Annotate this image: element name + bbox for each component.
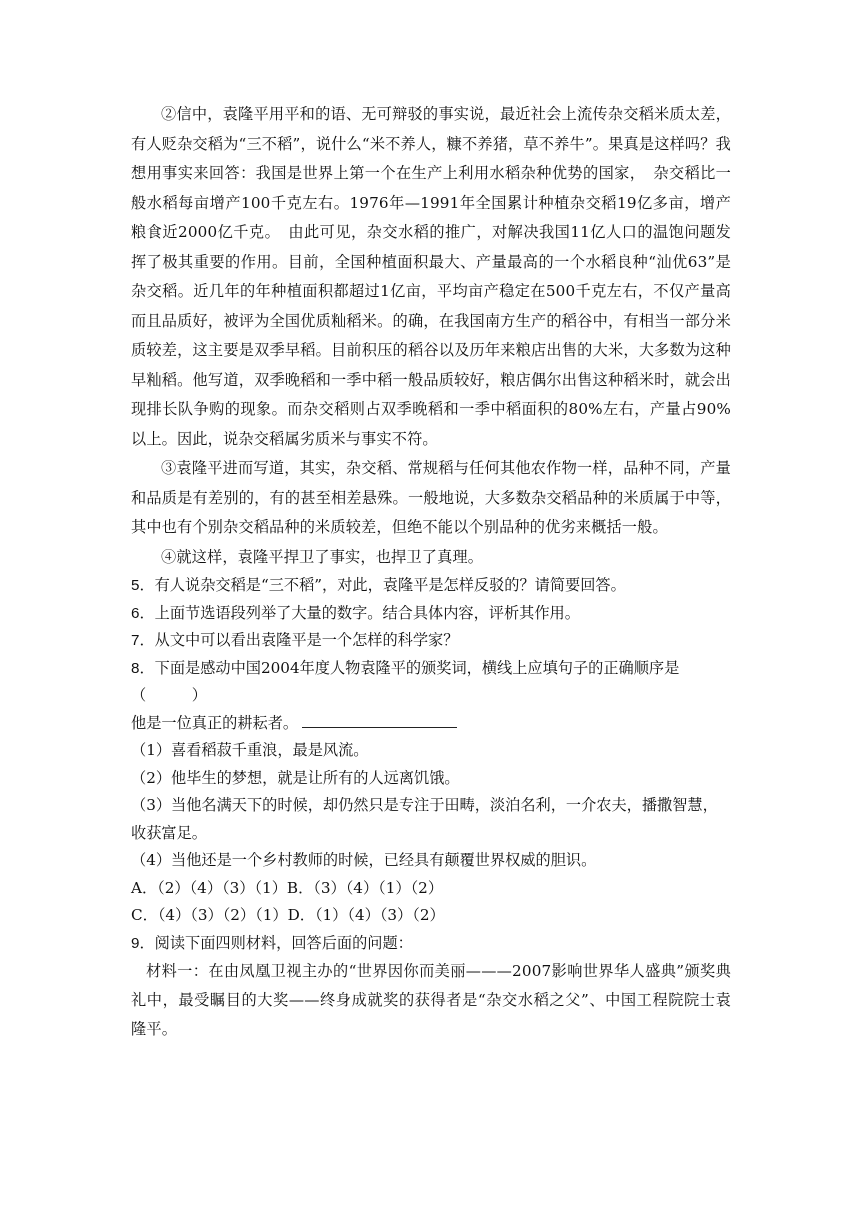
fill-blank-line: [302, 711, 457, 728]
question-6: 6．上面节选语段列举了大量的数字。结合具体内容，评析其作用。: [131, 603, 580, 622]
question-9: 9．阅读下面四则材料，回答后面的问题：: [131, 933, 413, 952]
document-page: [131, 100, 731, 1044]
question-8-stem: 他是一位真正的耕耘者。: [131, 710, 731, 738]
option-c: C．（4）（3）（2）（1）: [131, 906, 288, 924]
question-8-options-cd: [131, 902, 731, 930]
material-1: 材料一：在由凤凰卫视主办的“世界因你而美丽———2007影响世界华人盛典”颁奖典礼中，最受瞩目的大奖——终身成就奖的获得者是“杂交水稻之父”、中国工程院院士袁隆平。: [131, 962, 731, 1038]
question-8-options-ab: [131, 875, 731, 903]
passage-paragraph-3: ③袁隆平进而写道，其实，杂交稻、常规稻与任何其他农作物一样，品种不同，产量和品质是有差别的，有的甚至相差悬殊。一般地说，大多数杂交稻品种的米质属于中等，其中也有个别杂交稻品种的米质较差，但绝不能以个别品种的优劣来概括一般。: [131, 459, 731, 536]
question-8-answer-paren: （ ）: [131, 686, 207, 704]
question-7: 7．从文中可以看出袁隆平是一个怎样的科学家？: [131, 631, 459, 649]
question-8-item-1: （1）喜看稻菽千重浪，最是风流。: [131, 741, 369, 759]
question-5: 5．有人说杂交稻是“三不稻”，对此，袁隆平是怎样反驳的？请简要回答。: [131, 576, 626, 594]
passage-paragraph-4: ④就这样，袁隆平捍卫了事实，也捍卫了真理。: [161, 547, 484, 566]
question-8: 8．下面是感动中国2004年度人物袁隆平的颁奖词，横线上应填句子的正确顺序是: [131, 658, 680, 677]
option-b: B．（3）（4）（1）（2）: [286, 878, 444, 897]
passage-paragraph-2: ②信中，袁隆平用平和的语、无可辩驳的事实说，最近社会上流传杂交稻米质太差，有人贬杂交稻为“三不稻”，说什么“米不养人，糠不养猪，草不养牛”。果真是这样吗？我想用事实来回答：我国是世界上第一个在生产上利用水稻杂种优势的国家， 杂交稻比一般水稻每亩增产100千克左右。1976年—1991年全国累计种植杂交稻19亿多亩，增产粮食近2000亿千克。 由此可见，杂交水稻的推广，对解决我国11亿人口的温饱问题发挥了极其重要的作用。目前，全国种植面积最大、产量最高的一个水稻良种“汕优63”是杂交稻。近几年的年种植面积都超过1亿亩，平均亩产稳定在500千克左右，不仅产量高而且品质好，被评为全国优质籼稻米。的确，在我国南方生产的稻谷中，有相当一部分米质较差，这主要是双季早稻。目前积压的稻谷以及历年来粮店出售的大米，大多数为这种早籼稻。他写道，双季晚稻和一季中稻一般品质较好，粮店偶尔出售这种稻米时，就会出现排长队争购的现象。而杂交稻则占双季晚稻和一季中稻面积的80%左右，产量占90%以上。因此，说杂交稻属劣质米与事实不符。: [131, 105, 731, 448]
option-a: A．（2）（4）（3）（1）: [131, 878, 287, 897]
question-8-item-3: （3）当他名满天下的时候，却仍然只是专注于田畴，淡泊名利，一介农夫，播撒智慧，收获富足。: [131, 796, 718, 842]
option-d: D．（1）（4）（3）（2）: [287, 906, 445, 924]
question-8-item-2: （2）他毕生的梦想，就是让所有的人远离饥饿。: [131, 768, 460, 787]
question-8-item-4: （4）当他还是一个乡村教师的时候，已经具有颠覆世界权威的胆识。: [131, 851, 597, 869]
